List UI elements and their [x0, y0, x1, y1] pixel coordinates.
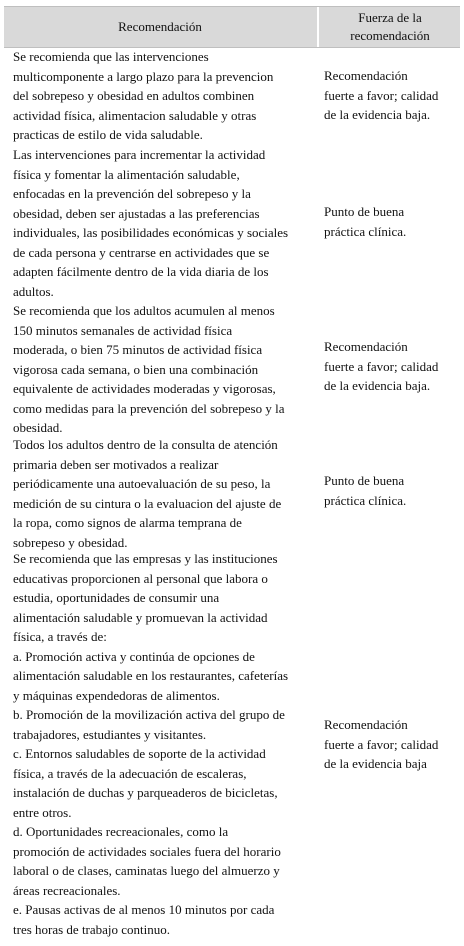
header-strength: Fuerza de la recomendación [350, 10, 430, 43]
row-5-recommendation: Se recomienda que las empresas y las instituciones educativas proporcionen al personal que labora o estudia, oportunidades de consumir una alimentación saludable y promuevan la actividad física, a través de: a. Promoción activa y continúa de opciones de alimentación saludable en los restaurantes, cafeterías y máquinas expendedoras de alimentos. b. Promoción de la movilización activa del grupo de trabajadores, estudiantes y visitantes. c. Entornos saludables de soporte de la actividad física, a través de la adecuación de escaleras, instalación de duchas y parqueaderos de bicicletas, entre otros. d. Oportunidades recreacionales, como la promoción de actividades sociales fuera del horario laboral o de clases, caminatas luego del almuerzo y áreas recreacionales. e. Pausas activas de al menos 10 minutos por cada tres horas de trabajo continuo. [13, 551, 289, 937]
row-4-strength: Punto de buena práctica clínica. [324, 473, 407, 508]
header-recommendation: Recomendación [118, 19, 202, 34]
row-5-strength: Recomendación fuerte a favor; calidad de la evidencia baja [324, 717, 439, 771]
table-header [4, 6, 460, 48]
row-4-recommendation: Todos los adultos dentro de la consulta de atención primaria deben ser motivados a realizar periódicamente una autoevaluación de su peso, la medición de su cintura o la evaluacion del ajuste de la ropa, como signos de alarma temprana de sobrepeso y obesidad. [13, 437, 282, 550]
row-1-strength: Recomendación fuerte a favor; calidad de la evidencia baja. [324, 68, 439, 122]
row-1-recommendation: Se recomienda que las intervenciones multicomponente a largo plazo para la prevencion del sobrepeso y obesidad en adultos combinen actividad física, alimentacion saludable y otras practicas de estilo de vida saludable. [13, 49, 274, 142]
row-2-recommendation: Las intervenciones para incrementar la actividad física y fomentar la alimentación saludable, enfocadas en la prevención del sobrepeso y la obesidad, deben ser ajustadas a las preferencias individuales, las posibilidades económicas y sociales de cada persona y centrarse en actividades que se adapten fácilmente dentro de la vida diaria de los adultos. [13, 147, 289, 299]
row-2-strength: Punto de buena práctica clínica. [324, 204, 407, 239]
row-3-strength: Recomendación fuerte a favor; calidad de la evidencia baja. [324, 339, 439, 393]
header-divider [317, 7, 319, 47]
row-3-recommendation: Se recomienda que los adultos acumulen al menos 150 minutos semanales de actividad física moderada, o bien 75 minutos de actividad física vigorosa cada semana, o bien una combinación equivalente de actividades moderadas y vigorosas, como medidas para la prevención del sobrepeso y la obesidad. [13, 303, 285, 435]
